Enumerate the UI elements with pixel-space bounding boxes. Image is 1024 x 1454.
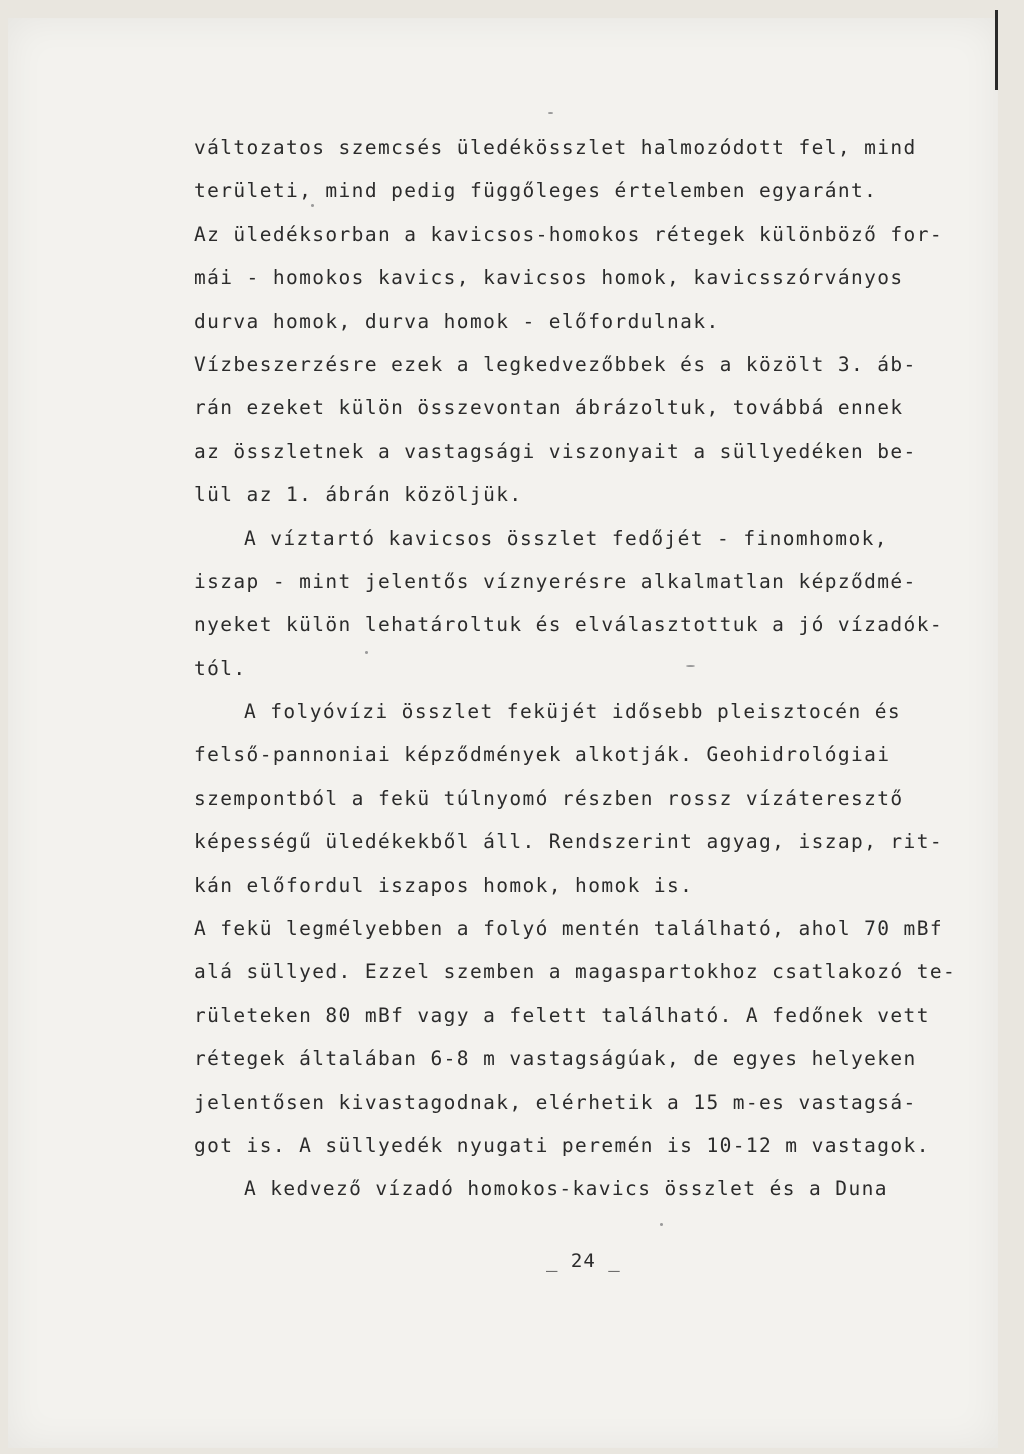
text-line: Az üledéksorban a kavicsos-homokos rétegek különböző for- (194, 222, 943, 246)
paper-speck (686, 665, 695, 667)
text-line: A kedvező vízadó homokos-kavics összlet és a Duna (244, 1177, 888, 1201)
text-line: rán ezeket külön összevontan ábrázoltuk, továbbá ennek (194, 396, 904, 420)
paper-speck (311, 204, 314, 207)
text-line: got is. A süllyedék nyugati peremén is 10-12 m vastagok. (194, 1133, 930, 1157)
text-line: rületeken 80 mBf vagy a felett található. A fedőnek vett (194, 1003, 930, 1027)
text-line: jelentősen kivastagodnak, elérhetik a 15 m-es vastagsá- (194, 1090, 917, 1114)
text-line: iszap - mint jelentős víznyerésre alkalmatlan képződmé- (194, 569, 917, 593)
text-line: kán előfordul iszapos homok, homok is. (194, 873, 694, 897)
text-line: alá süllyed. Ezzel szemben a magaspartokhoz csatlakozó te- (194, 960, 957, 984)
paper-speck (365, 651, 368, 654)
text-line: A folyóvízi összlet feküjét idősebb pleisztocén és (244, 700, 901, 724)
text-line: nyeket külön lehatároltuk és elválasztottuk a jó vízadók- (194, 613, 943, 637)
page-number: _ 24 _ (546, 1250, 621, 1272)
text-line: az összletnek a vastagsági viszonyait a süllyedéken be- (194, 439, 917, 463)
text-line: A fekü legmélyebben a folyó mentén található, ahol 70 mBf (194, 917, 943, 941)
text-line: szempontból a fekü túlnyomó részben rossz vízáteresztő (194, 786, 904, 810)
text-line: változatos szemcsés üledékösszlet halmozódott fel, mind (194, 136, 917, 159)
body-text (194, 126, 974, 1211)
text-line: Vízbeszerzésre ezek a legkedvezőbbek és a közölt 3. áb- (194, 352, 917, 376)
text-line: mái - homokos kavics, kavicsos homok, kavicsszórványos (194, 266, 904, 290)
text-line: durva homok, durva homok - előfordulnak. (194, 309, 720, 333)
text-line: képességű üledékekből áll. Rendszerint agyag, iszap, rit- (194, 830, 943, 854)
text-line: A víztartó kavicsos összlet fedőjét - finomhomok, (244, 526, 888, 550)
page-edge-mark (995, 10, 998, 90)
text-line: területi, mind pedig függőleges értelemben egyaránt. (194, 179, 878, 203)
paper-speck (548, 112, 553, 114)
paper-speck (660, 1223, 663, 1226)
text-line: lül az 1. ábrán közöljük. (194, 483, 523, 507)
text-line: felső-pannoniai képződmények alkotják. Geohidrológiai (194, 743, 891, 767)
text-line: tól. (194, 656, 247, 680)
text-line: rétegek általában 6-8 m vastagságúak, de egyes helyeken (194, 1047, 917, 1071)
